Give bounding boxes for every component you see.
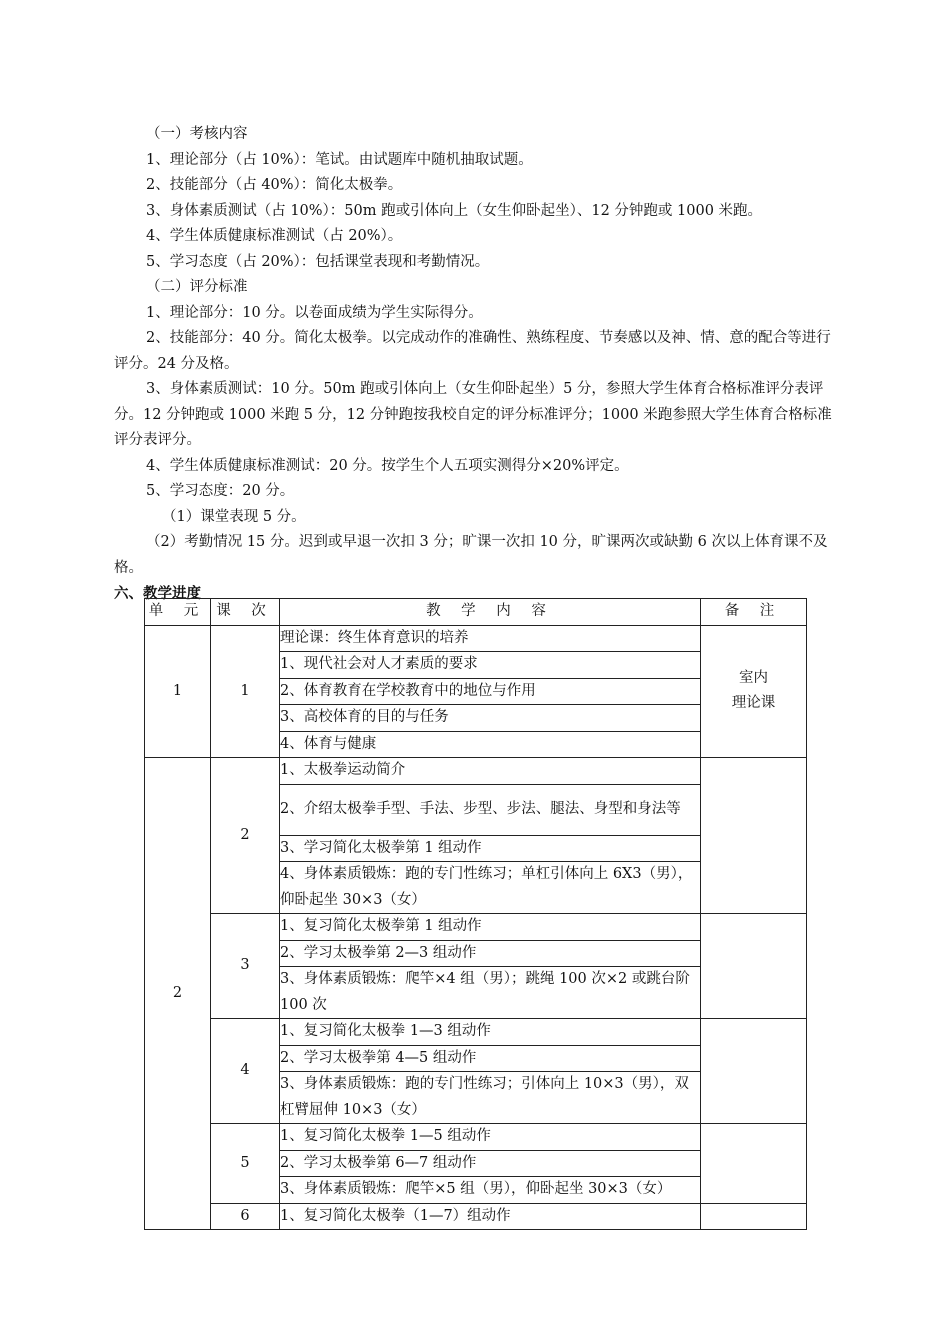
- lesson-cell: 2: [211, 758, 280, 914]
- content-cell: 2、学习太极拳第 6—7 组动作: [280, 1150, 701, 1177]
- remark-line: 理论课: [731, 695, 776, 712]
- remark-cell: [701, 1203, 807, 1230]
- content-cell: 3、高校体育的目的与任务: [280, 705, 701, 732]
- content-cell: 3、身体素质锻炼：跑的专门性练习；引体向上 10×3（男），双杠臂屈伸 10×3（女）: [280, 1072, 701, 1124]
- lesson-cell: 6: [211, 1203, 280, 1230]
- remark-cell: [701, 758, 807, 914]
- content-cell: 1、复习简化太极拳 1—5 组动作: [280, 1124, 701, 1151]
- remark-cell: [701, 625, 807, 758]
- content-item: 5、学习态度（占 20%）：包括课堂表现和考勤情况。: [146, 253, 490, 270]
- content-heading: （一）考核内容: [146, 126, 248, 142]
- sub-item: （2）考勤情况 15 分。迟到或早退一次扣 3 分；旷课一次扣 10 分，旷课两次或缺勤 6 次以上体育课不及格。: [114, 534, 828, 576]
- header-content: 教 学 内 容: [280, 599, 701, 626]
- header-lesson: 课 次: [211, 599, 280, 626]
- criteria-item: 1、理论部分：10 分。以卷面成绩为学生实际得分。: [146, 304, 483, 321]
- unit-cell: 1: [145, 625, 211, 758]
- table-row: [145, 625, 807, 652]
- criteria-item: 4、学生体质健康标准测试：20 分。按学生个人五项实测得分×20%评定。: [146, 457, 629, 474]
- content-cell: 1、太极拳运动简介: [280, 758, 701, 785]
- content-cell: 4、体育与健康: [280, 731, 701, 758]
- content-cell: 理论课：终生体育意识的培养: [280, 625, 701, 652]
- table-row: [145, 1203, 807, 1230]
- remark-cell: [701, 1124, 807, 1204]
- section-title: 六、教学进度: [114, 585, 201, 602]
- table-row: [145, 1124, 807, 1151]
- criteria-heading: （二）评分标准: [146, 279, 248, 295]
- content-cell: 4、身体素质锻炼：跑的专门性练习；单杠引体向上 6X3（男），仰卧起坐 30×3（女）: [280, 862, 701, 914]
- table-header-row: [145, 599, 807, 626]
- unit-cell: 2: [145, 758, 211, 1230]
- remark-cell: [701, 1019, 807, 1124]
- lesson-cell: 3: [211, 914, 280, 1019]
- content-cell: 1、复习简化太极拳（1—7）组动作: [280, 1203, 701, 1230]
- content-cell: 2、体育教育在学校教育中的地位与作用: [280, 678, 701, 705]
- teaching-schedule-table: [144, 598, 807, 1230]
- content-cell: 3、学习简化太极拳第 1 组动作: [280, 835, 701, 862]
- content-cell: 1、复习简化太极拳 1—3 组动作: [280, 1019, 701, 1046]
- header-remark: 备 注: [701, 599, 807, 626]
- lesson-cell: 1: [211, 625, 280, 758]
- remark-line: 室内: [739, 669, 768, 686]
- lesson-cell: 4: [211, 1019, 280, 1124]
- content-item: 4、学生体质健康标准测试（占 20%）。: [146, 228, 403, 244]
- criteria-item: 5、学习态度：20 分。: [146, 483, 295, 499]
- content-cell: 2、学习太极拳第 2—3 组动作: [280, 940, 701, 967]
- content-cell: 1、复习简化太极拳第 1 组动作: [280, 914, 701, 941]
- content-cell: 2、学习太极拳第 4—5 组动作: [280, 1045, 701, 1072]
- table-row: [145, 1019, 807, 1046]
- content-item: 2、技能部分（占 40%）：简化太极拳。: [146, 177, 403, 193]
- table-row: [145, 914, 807, 941]
- content-cell: 1、现代社会对人才素质的要求: [280, 652, 701, 679]
- header-unit: 单 元: [145, 599, 211, 626]
- sub-item: （1）课堂表现 5 分。: [162, 508, 306, 525]
- table-row: [145, 758, 807, 785]
- content-cell: 2、介绍太极拳手型、手法、步型、步法、腿法、身型和身法等: [280, 784, 701, 835]
- criteria-item: 2、技能部分：40 分。简化太极拳。以完成动作的准确性、熟练程度、节奏感以及神、情、意的配合等进行评分。24 分及格。: [114, 330, 831, 372]
- content-cell: 3、身体素质锻炼：爬竿×5 组（男），仰卧起坐 30×3（女）: [280, 1177, 701, 1204]
- assessment-section: [114, 122, 836, 607]
- lesson-cell: 5: [211, 1124, 280, 1204]
- content-cell: 3、身体素质锻炼：爬竿×4 组（男）；跳绳 100 次×2 或跳台阶 100 次: [280, 967, 701, 1019]
- content-item: 3、身体素质测试（占 10%）：50m 跑或引体向上（女生仰卧起坐）、12 分钟跑或 1000 米跑。: [146, 202, 763, 219]
- criteria-item: 3、身体素质测试：10 分。50m 跑或引体向上（女生仰卧起坐）5 分，参照大学生体育合格标准评分表评分。12 分钟跑或 1000 米跑 5 分，12 分钟跑按我校自定的评分标准评分；1000 米跑参照大学生体育合格标准评分表评分。: [114, 381, 832, 448]
- content-item: 1、理论部分（占 10%）：笔试。由试题库中随机抽取试题。: [146, 151, 533, 168]
- remark-cell: [701, 914, 807, 1019]
